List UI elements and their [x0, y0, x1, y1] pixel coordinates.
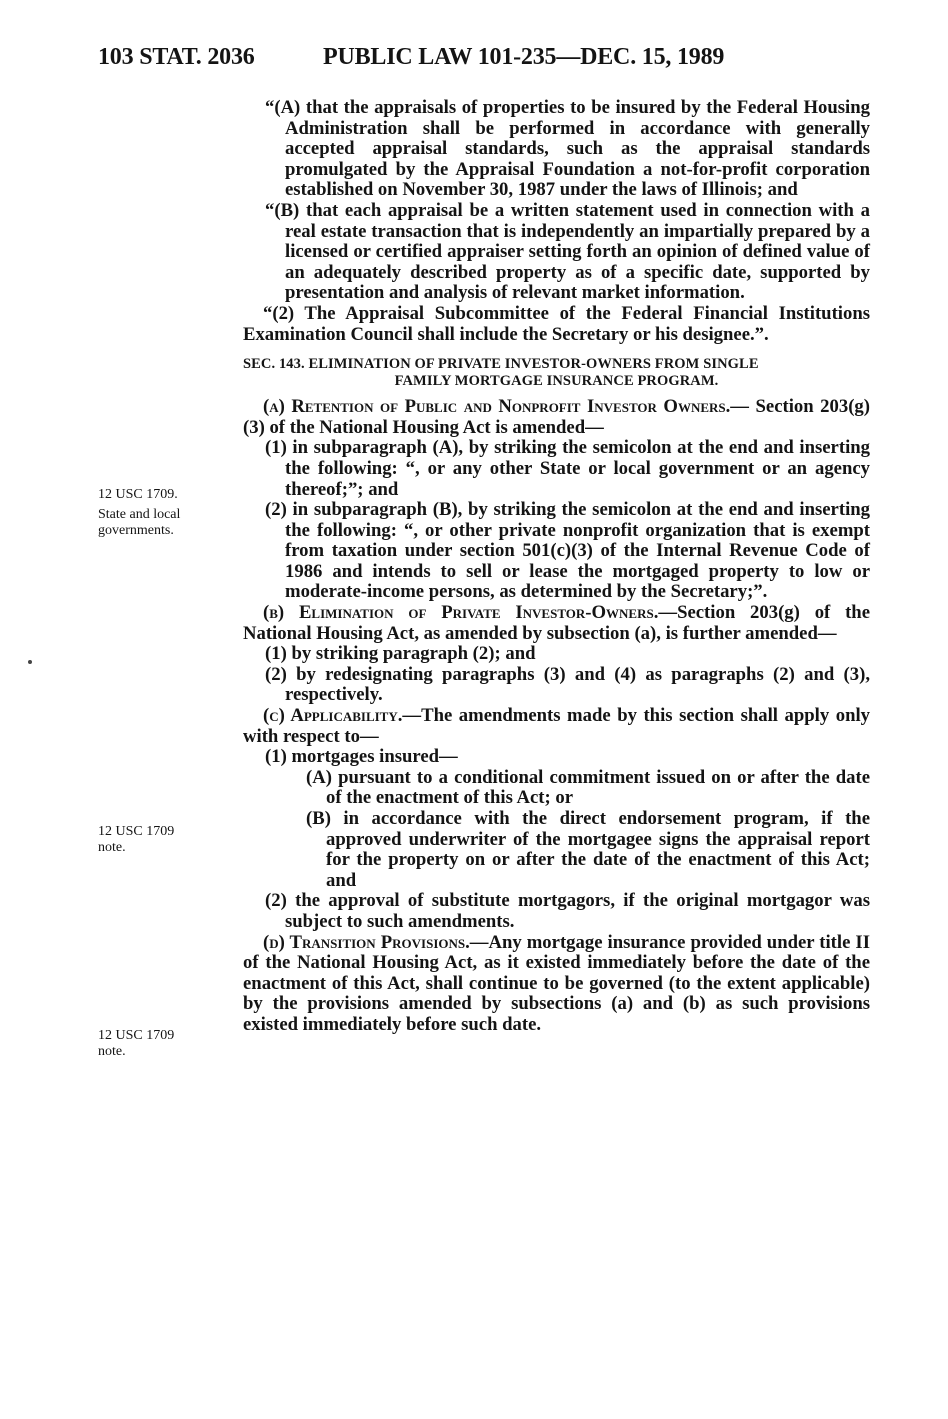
paragraph-2: “(2) The Appraisal Subcommittee of the Federal Financial Institutions Examination Council shall include the Secretary or his designee.”. — [243, 302, 870, 345]
subsection-b-1: (1) by striking paragraph (2); and — [265, 643, 536, 665]
section-heading-line2: FAMILY MORTGAGE INSURANCE PROGRAM. — [394, 373, 719, 390]
section-heading — [243, 356, 870, 390]
subsection-a-text: Section 203(g)(3) of the National Housing Act is amended— — [243, 396, 870, 438]
subsection-c-1: (1) mortgages insured— — [265, 746, 458, 768]
subsection-c-1-B: (B) in accordance with the direct endorsement program, if the approved underwriter of the mortgagee signs the appraisal report for the property on or after the date of the enactment of this Act; and — [306, 808, 870, 891]
subsection-a — [243, 397, 870, 438]
subsection-b-heading: (b) Elimination of Private Investor-Owners. — [263, 602, 659, 624]
margin-note-line: 12 USC 1709 — [98, 824, 175, 839]
subsection-d — [243, 933, 870, 1036]
public-law-citation: PUBLIC LAW 101-235—DEC. 15, 1989 — [323, 44, 725, 70]
margin-note-line: 12 USC 1709. — [98, 487, 178, 502]
statute-body — [243, 98, 870, 1036]
subsection-d-text: —Any mortgage insurance provided under title II of the National Housing Act, as it existed immediately before the date of the enactment of this Act, shall continue to be governed (to the extent applicable) by the provisions amended by subsections (a) and (b) as such provisions existed immediately before such date. — [243, 931, 870, 1035]
subsection-c-text: —The amendments made by this section shall apply only with respect to— — [243, 705, 870, 747]
subsection-c-2: (2) the approval of substitute mortgagors, if the original mortgagor was subject to such amendments. — [265, 890, 870, 932]
margin-note-line: State and local — [98, 507, 181, 522]
subsection-c-1-A: (A) pursuant to a conditional commitment issued on or after the date of the enactment of this Act; or — [306, 766, 870, 809]
subsection-a-1: (1) in subparagraph (A), by striking the semicolon at the end and inserting the following: “, or any other State or local government or an agency thereof;”; and — [265, 437, 870, 500]
section-heading-line1: SEC. 143. ELIMINATION OF PRIVATE INVESTOR-OWNERS FROM SINGLE — [243, 356, 759, 373]
paragraph-A: “(A) that the appraisals of properties to be insured by the Federal Housing Administration shall be performed in accordance with generally accepted appraisal standards, such as the appraisal standards promulgated by the Appraisal Foundation a not-for-profit corporation established on November 30, 1987 under the laws of Illinois; and — [265, 97, 870, 201]
stat-page-number: 103 STAT. 2036 — [98, 44, 255, 70]
margin-note-line: governments. — [98, 523, 174, 538]
subsection-d-heading: (d) Transition Provisions. — [263, 931, 470, 953]
subsection-a-heading: (a) Retention of Public and Nonprofit Investor Owners.— — [263, 396, 749, 418]
margin-note-12-usc-1709-note-d — [98, 1028, 228, 1060]
subsection-b-2: (2) by redesignating paragraphs (3) and (4) as paragraphs (2) and (3), respectively. — [265, 663, 870, 706]
margin-note-12-usc-1709-note-c — [98, 824, 228, 856]
subsection-b-text: —Section 203(g) of the National Housing Act, as amended by subsection (a), is further amended— — [243, 602, 870, 644]
subsection-c — [243, 706, 870, 747]
scan-speck — [28, 660, 32, 664]
margin-note-12-usc-1709 — [98, 487, 228, 539]
subsection-c-heading: (c) Applicability. — [263, 705, 403, 727]
paragraph-B: “(B) that each appraisal be a written statement used in connection with a real estate transaction that is independently an impartially prepared by a licensed or certified appraiser setting forth an opinion of defined value of an adequately described property as of a specific date, supported by presentation and analysis of relevant market information. — [265, 199, 870, 304]
subsection-a-2: (2) in subparagraph (B), by striking the semicolon at the end and inserting the following: “, or other private nonprofit organization that is exempt from taxation under section 501(c)(3) of the Internal Revenue Code of 1986 and intends to sell or lease the mortgaged property to low or moderate-income persons, as determined by the Secretary;”. — [265, 499, 870, 603]
margin-note-line: 12 USC 1709 — [98, 1028, 175, 1043]
subsection-b — [243, 603, 870, 644]
margin-note-line: note. — [98, 1044, 126, 1059]
margin-note-line: note. — [98, 840, 126, 855]
